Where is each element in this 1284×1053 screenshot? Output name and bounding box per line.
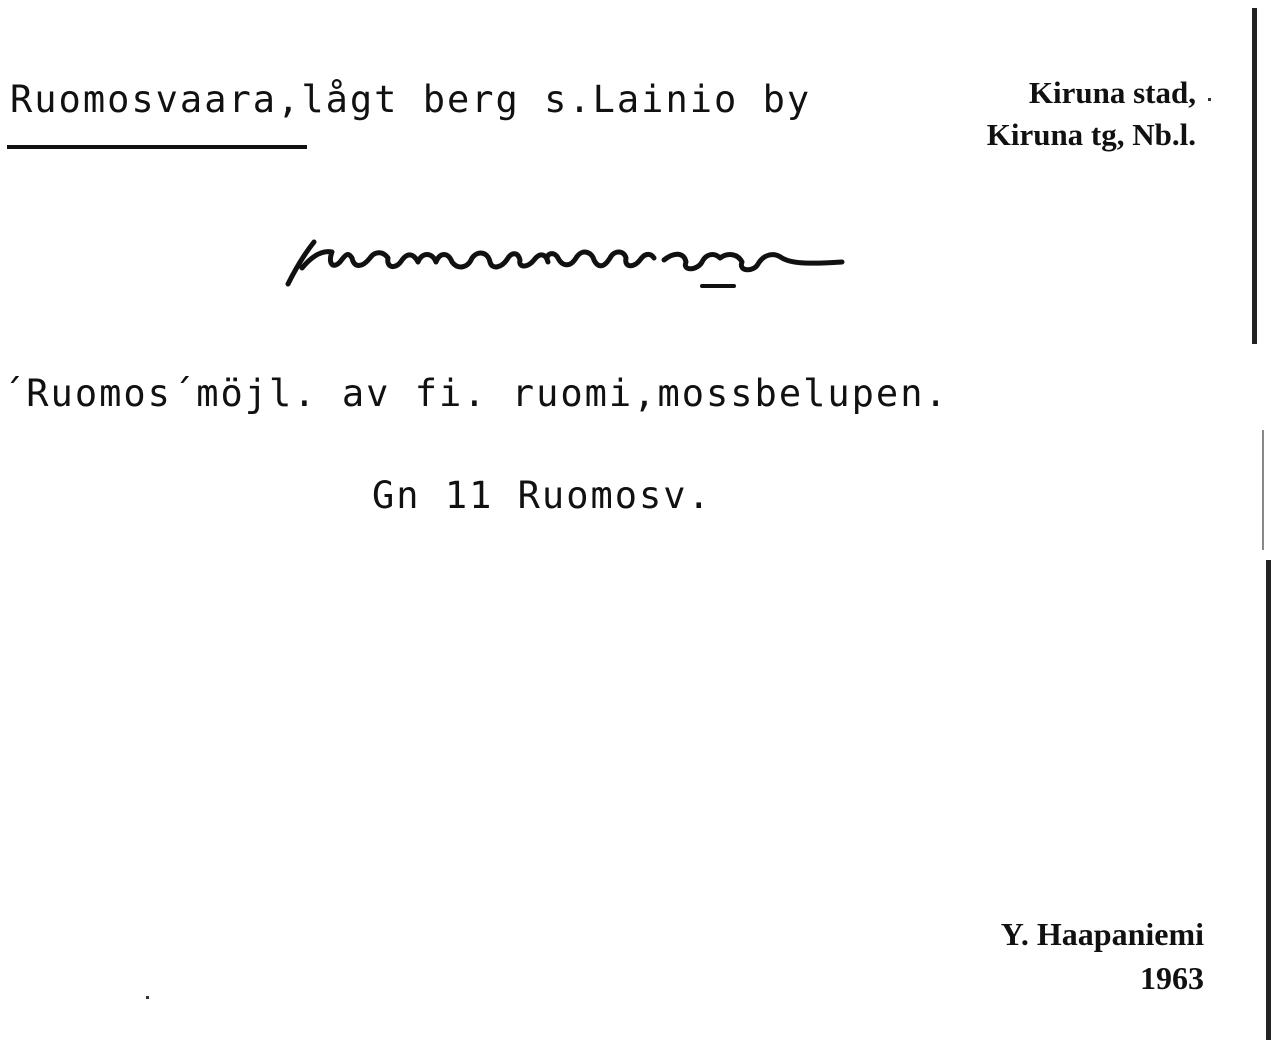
- card-edge-mid: [1262, 430, 1264, 550]
- headword-underline: [7, 145, 307, 149]
- heading-description: ,lågt berg s.Lainio by: [277, 78, 812, 121]
- scan-speck: [146, 996, 149, 999]
- card-edge-upper: [1252, 8, 1257, 344]
- scan-speck: [1208, 98, 1211, 101]
- year: 1963: [1140, 960, 1204, 996]
- etymology-line: ´Ruomos´möjl. av fi. ruomi,mossbelupen.: [2, 372, 949, 415]
- author-stamp: [1001, 912, 1204, 1000]
- headword: Ruomosvaara: [10, 78, 278, 121]
- location-stamp: [987, 72, 1196, 156]
- location-line-1: Kiruna stad,: [1028, 75, 1196, 110]
- card-heading: [10, 78, 811, 121]
- card-edge-lower: [1266, 560, 1271, 1040]
- author-name: Y. Haapaniemi: [1000, 916, 1204, 952]
- location-line-2: Kiruna tg, Nb.l.: [986, 117, 1196, 152]
- map-reference: Gn 11 Ruomosv.: [372, 474, 712, 517]
- handwritten-name: [282, 222, 862, 302]
